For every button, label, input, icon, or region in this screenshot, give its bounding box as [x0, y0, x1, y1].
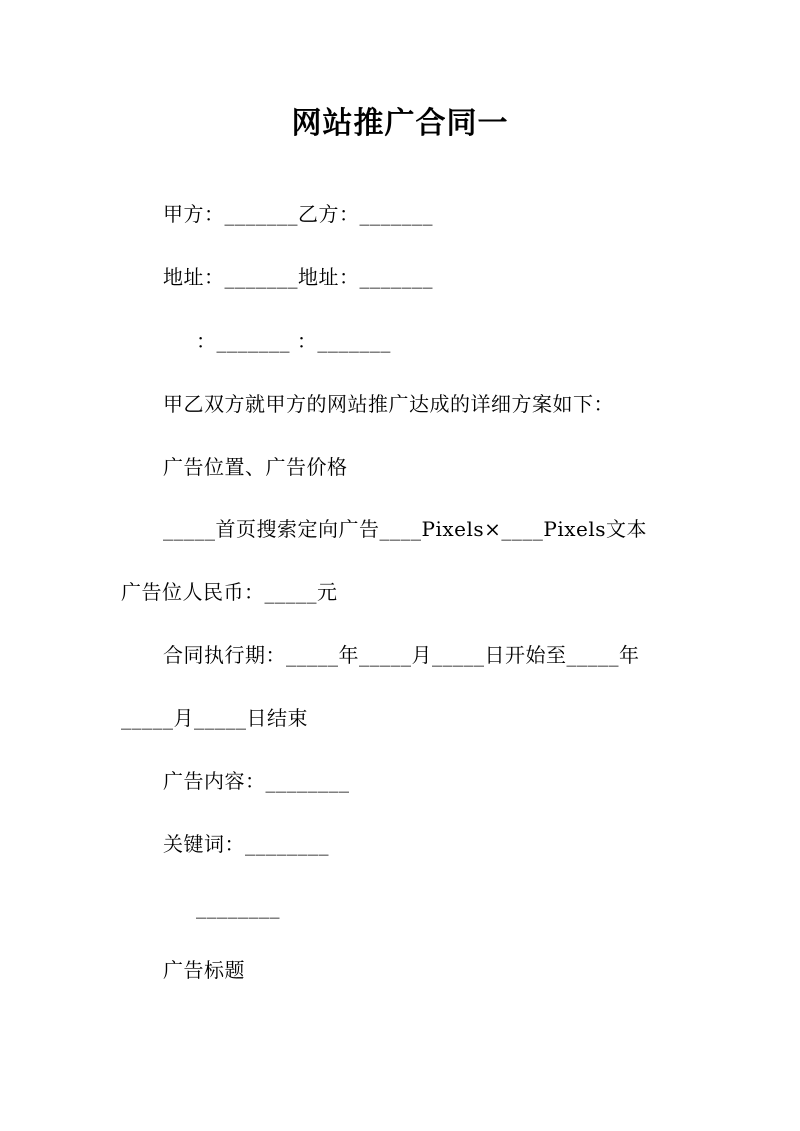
party-address-line: 地址：_______地址：_______ [163, 265, 433, 289]
section-heading-ad-position: 广告位置、广告价格 [163, 455, 348, 479]
contract-period-line: 合同执行期：_____年_____月_____日开始至_____年 [163, 643, 640, 667]
ad-title-heading: 广告标题 [163, 958, 245, 982]
ad-spec-line: _____首页搜索定向广告____Pixels×____Pixels文本 [163, 517, 648, 541]
keywords-line: 关键词：________ [163, 832, 329, 856]
party-contact-line: ：_______ ：_______ [196, 329, 391, 353]
contract-period-end-line: _____月_____日结束 [121, 706, 308, 730]
ad-content-line: 广告内容：________ [163, 769, 350, 793]
blank-field-line: ________ [196, 895, 280, 919]
ad-price-line: 广告位人民币：_____元 [121, 580, 338, 604]
intro-paragraph: 甲乙双方就甲方的网站推广达成的详细方案如下： [163, 392, 614, 416]
page-title: 网站推广合同一 [291, 106, 509, 141]
party-names-line: 甲方：_______乙方：_______ [163, 202, 433, 226]
